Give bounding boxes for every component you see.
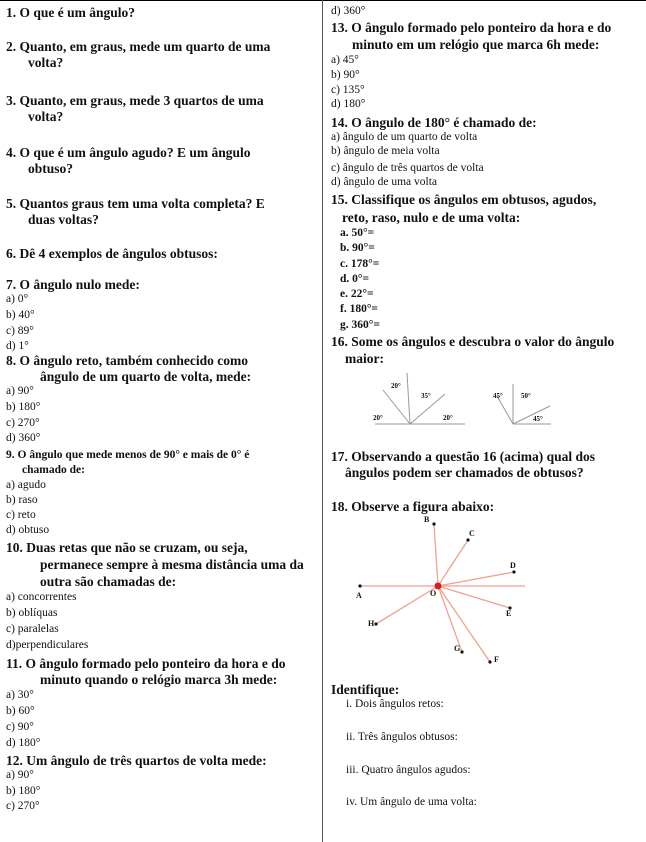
- left-text-line: d)perpendiculares: [6, 639, 89, 651]
- right-text-line: d. 0°=: [340, 273, 370, 285]
- right-text-line: 17. Observando a questão 16 (acima) qual dos: [331, 449, 596, 464]
- right-text-line: f. 180°=: [340, 303, 378, 315]
- left-text-line: 3. Quanto, em graus, mede 3 quartos de uma: [6, 93, 264, 108]
- right-text-line: 14. O ângulo de 180° é chamado de:: [331, 115, 537, 130]
- left-text-line: d) 1°: [6, 340, 29, 352]
- right-text-line: 18. Observe a figura abaixo:: [331, 499, 495, 514]
- column-divider: [322, 0, 323, 842]
- right-text-line: 15. Classifique os ângulos em obtusos, agudos,: [331, 192, 597, 207]
- right-text-line: reto, raso, nulo e de uma volta:: [342, 210, 521, 225]
- top-rule: [0, 0, 646, 1]
- right-text-line: minuto em um relógio que marca 6h mede:: [352, 37, 600, 52]
- fig16-label-6: 50°: [521, 392, 531, 400]
- left-text-line: 2. Quanto, em graus, mede um quarto de uma: [6, 39, 271, 54]
- left-text-line: outra são chamadas de:: [40, 574, 177, 589]
- left-text-line: 6. Dê 4 exemplos de ângulos obtusos:: [6, 246, 218, 261]
- left-text-line: 11. O ângulo formado pelo ponteiro da hora e do: [6, 656, 286, 671]
- fig16-label-2: 35°: [421, 392, 431, 400]
- left-text-line: c) 270°: [6, 800, 40, 812]
- left-text-line: 1. O que é um ângulo?: [6, 5, 136, 20]
- left-text-line: 7. O ângulo nulo mede:: [6, 277, 140, 292]
- fig16-label-1: 20°: [391, 382, 401, 390]
- right-text-line: iv. Um ângulo de uma volta:: [346, 796, 477, 808]
- right-text-line: maior:: [345, 351, 384, 366]
- right-text-line: d) 360°: [331, 5, 366, 17]
- left-text-line: b) 40°: [6, 309, 35, 321]
- fig18-label-a: A: [356, 591, 362, 600]
- left-text-line: d) 180°: [6, 737, 41, 749]
- left-text-line: ângulo de um quarto de volta, mede:: [40, 369, 252, 384]
- fig16-label-7: 45°: [533, 415, 543, 423]
- left-text-line: 5. Quantos graus tem uma volta completa? E: [6, 196, 265, 211]
- left-text-line: permanece sempre à mesma distância uma da: [40, 557, 304, 572]
- right-text-line: i. Dois ângulos retos:: [346, 698, 444, 710]
- left-text-line: a) agudo: [6, 479, 46, 491]
- right-text-line: ii. Três ângulos obtusos:: [346, 731, 458, 743]
- right-text-line: 13. O ângulo formado pelo ponteiro da hora e do: [331, 20, 612, 35]
- left-text-line: a) 90°: [6, 385, 34, 397]
- right-text-line: e. 22°=: [340, 288, 374, 300]
- left-text-line: 9. O ângulo que mede menos de 90° e mais de 0° é: [6, 449, 250, 461]
- fig18-label-c: C: [469, 529, 475, 538]
- left-text-line: a) 0°: [6, 293, 29, 305]
- left-text-line: d) obtuso: [6, 524, 50, 536]
- fig16-label-5: 45°: [493, 392, 503, 400]
- left-text-line: obtuso?: [28, 161, 74, 176]
- question-16-angle-figure: [355, 368, 560, 440]
- left-text-line: c) 90°: [6, 721, 34, 733]
- right-text-line: d) ângulo de uma volta: [331, 176, 438, 188]
- left-text-line: a) concorrentes: [6, 591, 77, 603]
- right-text-line: c. 178°=: [340, 258, 380, 270]
- left-text-line: 4. O que é um ângulo agudo? E um ângulo: [6, 145, 251, 160]
- left-text-line: a) 90°: [6, 769, 34, 781]
- left-text-line: a) 30°: [6, 689, 34, 701]
- left-text-line: minuto quando o relógio marca 3h mede:: [40, 672, 278, 687]
- fig18-label-h: H: [368, 619, 375, 628]
- fig18-label-e: E: [506, 609, 512, 618]
- fig16-label-3: 20°: [373, 414, 383, 422]
- left-text-line: b) raso: [6, 494, 38, 506]
- left-text-line: c) 89°: [6, 325, 34, 337]
- right-text-line: ângulos podem ser chamados de obtusos?: [345, 465, 584, 480]
- right-text-line: c) 135°: [331, 84, 365, 96]
- right-text-line: b. 90°=: [340, 242, 375, 254]
- left-text-line: c) reto: [6, 509, 36, 521]
- right-text-line: iii. Quatro ângulos agudos:: [346, 764, 471, 776]
- left-text-line: 12. Um ângulo de três quartos de volta mede:: [6, 753, 267, 768]
- left-text-line: b) 180°: [6, 785, 41, 797]
- left-text-line: volta?: [28, 55, 64, 70]
- left-text-line: volta?: [28, 109, 64, 124]
- right-text-line: c) ângulo de três quartos de volta: [331, 162, 484, 174]
- right-text-line: b) ângulo de meia volta: [331, 145, 440, 157]
- fig18-label-o: O: [430, 589, 437, 598]
- right-text-line: a. 50°=: [340, 227, 375, 239]
- left-text-line: c) 270°: [6, 417, 40, 429]
- left-text-line: d) 360°: [6, 432, 41, 444]
- left-text-line: 10. Duas retas que não se cruzam, ou seja,: [6, 540, 248, 555]
- right-text-line: b) 90°: [331, 69, 360, 81]
- left-text-line: c) paralelas: [6, 623, 59, 635]
- fig18-label-d: D: [510, 561, 516, 570]
- right-text-line: a) ângulo de um quarto de volta: [331, 131, 478, 143]
- fig16-label-4: 20°: [443, 414, 453, 422]
- right-text-line: d) 180°: [331, 98, 366, 110]
- right-text-line: g. 360°=: [340, 319, 380, 331]
- fig18-label-f: F: [494, 655, 499, 664]
- left-text-line: chamado de:: [22, 464, 85, 476]
- fig18-label-b: B: [424, 515, 430, 524]
- fig18-label-g: G: [454, 644, 461, 653]
- question-18-rays-figure: [340, 512, 540, 677]
- left-text-line: b) oblíquas: [6, 607, 58, 619]
- left-text-line: 8. O ângulo reto, também conhecido como: [6, 353, 248, 368]
- left-text-line: duas voltas?: [28, 212, 99, 227]
- right-text-line: 16. Some os ângulos e descubra o valor do ângulo: [331, 334, 615, 349]
- left-text-line: b) 60°: [6, 705, 35, 717]
- left-text-line: b) 180°: [6, 401, 41, 413]
- right-text-line: Identifique:: [331, 682, 400, 697]
- right-text-line: a) 45°: [331, 54, 359, 66]
